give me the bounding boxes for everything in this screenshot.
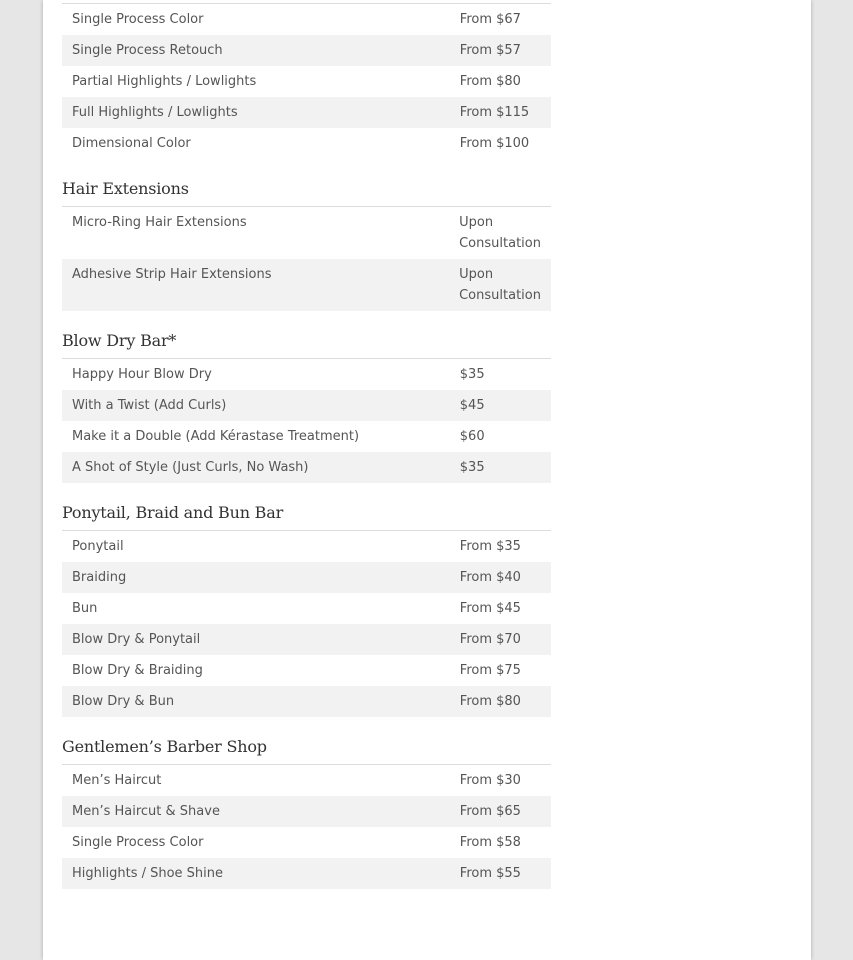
service-name: Dimensional Color [72, 136, 191, 151]
table-row [62, 858, 551, 889]
price-section [62, 483, 551, 717]
service-price: Upon Consultation [459, 215, 541, 251]
service-name: Single Process Retouch [62, 35, 450, 66]
service-name: A Shot of Style (Just Curls, No Wash) [62, 452, 450, 483]
table-row [62, 390, 551, 421]
service-name: Men’s Haircut [72, 773, 162, 788]
service-price: From $30 [459, 773, 521, 788]
service-name: Blow Dry & Bun [62, 686, 450, 717]
service-price: From $80 [459, 74, 521, 89]
table-row [62, 796, 551, 827]
table-row [62, 624, 551, 655]
table-row [62, 259, 551, 311]
table-row [62, 128, 551, 159]
service-name: Micro-Ring Hair Extensions [72, 215, 247, 230]
section-heading: Gentlemen’s Barber Shop [62, 737, 267, 756]
section-heading: Blow Dry Bar* [62, 331, 177, 350]
service-name: Partial Highlights / Lowlights [72, 74, 257, 89]
price-section [62, 159, 551, 311]
service-price: From $65 [450, 796, 551, 827]
table-row [62, 4, 551, 36]
price-section [62, 3, 551, 159]
table-row [62, 531, 551, 563]
table-row [62, 655, 551, 686]
table-row [62, 35, 551, 66]
service-name: Bun [72, 601, 98, 616]
service-price: $45 [450, 390, 551, 421]
service-price: From $67 [459, 12, 521, 27]
service-name: Braiding [62, 562, 450, 593]
table-row [62, 421, 551, 452]
service-name: Full Highlights / Lowlights [62, 97, 450, 128]
table-row [62, 452, 551, 483]
service-name: Men’s Haircut & Shave [62, 796, 450, 827]
page-panel [43, 0, 811, 960]
service-price: From $100 [459, 136, 530, 151]
table-row [62, 66, 551, 97]
price-section [62, 311, 551, 483]
service-price: Upon Consultation [449, 259, 551, 311]
price-table [62, 358, 551, 483]
table-row [62, 207, 551, 260]
service-name: Make it a Double (Add Kérastase Treatment) [72, 429, 360, 444]
table-row [62, 765, 551, 797]
section-heading: Hair Extensions [62, 179, 189, 198]
service-name: Blow Dry & Ponytail [62, 624, 450, 655]
table-row [62, 827, 551, 858]
table-row [62, 97, 551, 128]
service-price: From $75 [459, 663, 521, 678]
service-price: From $58 [459, 835, 521, 850]
service-price: From $40 [450, 562, 551, 593]
service-price: $35 [450, 452, 551, 483]
price-table [62, 206, 551, 311]
price-table [62, 764, 551, 889]
service-price: From $115 [450, 97, 551, 128]
service-name: Highlights / Shoe Shine [62, 858, 450, 889]
price-table [62, 530, 551, 717]
service-name: Happy Hour Blow Dry [72, 367, 212, 382]
service-name: Single Process Color [72, 12, 204, 27]
table-row [62, 562, 551, 593]
price-table [62, 3, 551, 159]
service-price: From $35 [459, 539, 521, 554]
section-heading: Ponytail, Braid and Bun Bar [62, 503, 284, 522]
service-price: From $57 [450, 35, 551, 66]
price-section [62, 717, 551, 889]
service-price: $60 [459, 429, 485, 444]
service-price: From $45 [459, 601, 521, 616]
service-name: Adhesive Strip Hair Extensions [62, 259, 449, 311]
table-row [62, 686, 551, 717]
table-row [62, 359, 551, 391]
service-name: Blow Dry & Braiding [72, 663, 203, 678]
table-row [62, 593, 551, 624]
service-price: From $80 [450, 686, 551, 717]
price-list [62, 3, 551, 889]
service-price: From $70 [450, 624, 551, 655]
service-name: Ponytail [72, 539, 124, 554]
service-price: $35 [459, 367, 485, 382]
service-price: From $55 [450, 858, 551, 889]
service-name: With a Twist (Add Curls) [62, 390, 450, 421]
service-name: Single Process Color [72, 835, 204, 850]
